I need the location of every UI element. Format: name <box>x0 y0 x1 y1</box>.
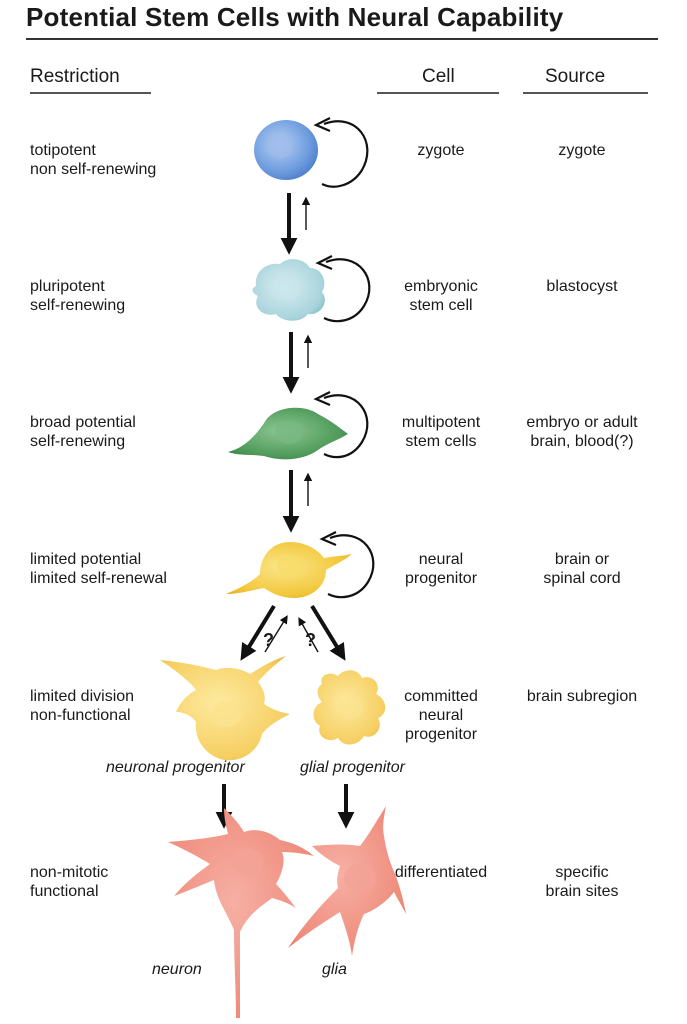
glial-progenitor-label: glial progenitor <box>300 759 405 776</box>
row-2-source: blastocyst <box>546 278 618 295</box>
row-1-source: zygote <box>558 142 606 159</box>
row-5-source: brain subregion <box>526 688 638 705</box>
row-2-cell: embryonic stem cell <box>404 278 478 314</box>
glia-label: glia <box>322 961 347 978</box>
question-mark-right: ? <box>305 630 316 650</box>
header-source: Source <box>545 66 606 87</box>
neural-progenitor-cell <box>226 542 352 598</box>
row-1-cell: zygote <box>417 142 465 159</box>
row-3-restriction: broad potential self-renewing <box>30 414 136 450</box>
row-2-restriction: pluripotent self-renewing <box>30 278 126 314</box>
header-cell: Cell <box>422 66 455 87</box>
differentiation-arrow-icon <box>312 606 342 655</box>
question-mark-left: ? <box>263 630 274 650</box>
row-4-source: brain or spinal cord <box>543 551 621 587</box>
row-5-cell: committed neural progenitor <box>404 688 478 743</box>
neuronal-progenitor-label: neuronal progenitor <box>106 759 245 776</box>
row-3-cell: multipotent stem cells <box>401 414 481 450</box>
row-6-source: specific brain sites <box>545 864 619 900</box>
multipotent-stem-cell <box>228 408 348 460</box>
row-5-restriction: limited division non-functional <box>30 688 135 724</box>
zygote-cell <box>254 120 318 180</box>
row-4-restriction: limited potential limited self-renewal <box>30 551 167 587</box>
neuron-cell <box>168 808 314 1018</box>
row-6-restriction: non-mitotic functional <box>30 864 109 900</box>
row-4-cell: neural progenitor <box>404 551 478 587</box>
glial-progenitor-cell <box>313 670 385 744</box>
glia-cell <box>288 806 406 956</box>
page-title: Potential Stem Cells with Neural Capability <box>26 2 564 32</box>
embryonic-stem-cell <box>253 259 325 321</box>
row-1-restriction: totipotent non self-renewing <box>30 142 157 178</box>
header-restriction: Restriction <box>30 66 120 87</box>
neuron-label: neuron <box>152 961 202 978</box>
row-3-source: embryo or adult brain, blood(?) <box>526 414 638 450</box>
row-6-cell: differentiated <box>394 864 488 881</box>
neuronal-progenitor-cell <box>160 656 290 760</box>
